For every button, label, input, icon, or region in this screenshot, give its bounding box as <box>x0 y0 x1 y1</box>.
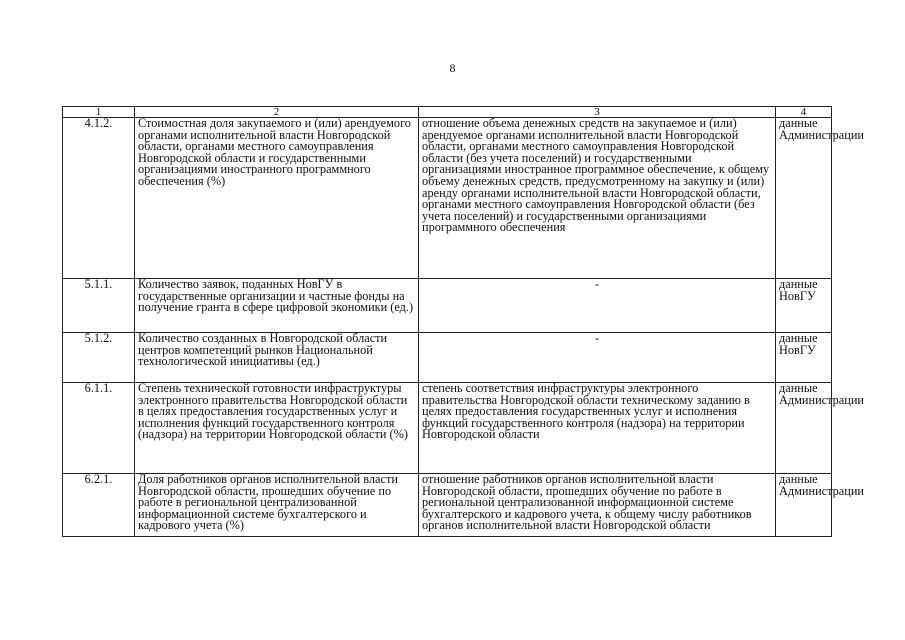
calculation-method: отношение работников органов исполнительной власти Новгородской области, прошедших обучение по работе в региональной централизованной информационной системе бухгалтерского и кадрового учета, к общему числу работников органов исполнительной власти Новгородской области <box>419 474 776 537</box>
calculation-method: - <box>419 279 776 333</box>
indicator-number: 6.1.1. <box>63 383 135 474</box>
indicator-name: Стоимостная доля закупаемого и (или) арендуемого органами исполнительной власти Новгородской области, органами местного самоуправления Новгородской области и государственными организациями иностранного программного обеспечения (%) <box>135 118 419 279</box>
calculation-method: - <box>419 333 776 383</box>
column-header-2: 2 <box>135 107 419 118</box>
indicator-name: Количество созданных в Новгородской области центров компетенций рынков Национальной технологической инициативы (ед.) <box>135 333 419 383</box>
indicator-number: 4.1.2. <box>63 118 135 279</box>
data-source: данные НовГУ <box>776 333 832 383</box>
data-source: данные НовГУ <box>776 279 832 333</box>
indicator-number: 5.1.1. <box>63 279 135 333</box>
table-row <box>63 118 832 279</box>
indicator-name: Количество заявок, поданных НовГУ в государственные организации и частные фонды на получение гранта в сфере цифровой экономики (ед.) <box>135 279 419 333</box>
page-number: 8 <box>449 61 456 75</box>
table-row <box>63 333 832 383</box>
indicator-number: 6.2.1. <box>63 474 135 537</box>
table-row <box>63 279 832 333</box>
table-row <box>63 474 832 537</box>
column-header-1: 1 <box>63 107 135 118</box>
indicator-number: 5.1.2. <box>63 333 135 383</box>
calculation-method: степень соответствия инфраструктуры электронного правительства Новгородской области техническому заданию в целях предоставления государственных услуг и исполнения функций государственного контроля (надзора) на территории Новгородской области <box>419 383 776 474</box>
data-source: данные Администрации <box>776 474 832 537</box>
table-body <box>63 116 864 537</box>
column-header-3: 3 <box>419 107 776 118</box>
indicator-name: Степень технической готовности инфраструктуры электронного правительства Новгородской области в целях предоставления государственных услуг и исполнения функций государственного контроля (надзора) на территории Новгородской области (%) <box>135 383 419 474</box>
indicators-table <box>62 106 864 537</box>
column-header-4: 4 <box>776 107 832 118</box>
calculation-method: отношение объема денежных средств на закупаемое и (или) арендуемое органами исполнительной власти Новгородской области, органами местного самоуправления Новгородской области (без учета поселений) и государственными организациями иностранное программное обеспечение, к общему объему денежных средств, предусмотренному на закупку и (или) аренду органами исполнительной власти Новгородской области, органами местного самоуправления Новгородской области (без учета поселений) и государственными организациями программного обеспечения <box>419 118 776 279</box>
indicator-name: Доля работников органов исполнительной власти Новгородской области, прошедших обучение по работе в региональной централизованной информационной системе бухгалтерского и кадрового учета (%) <box>135 474 419 537</box>
data-source: данные Администрации <box>776 383 832 474</box>
table-row <box>63 383 832 474</box>
data-source: данные Администрации <box>776 118 832 279</box>
